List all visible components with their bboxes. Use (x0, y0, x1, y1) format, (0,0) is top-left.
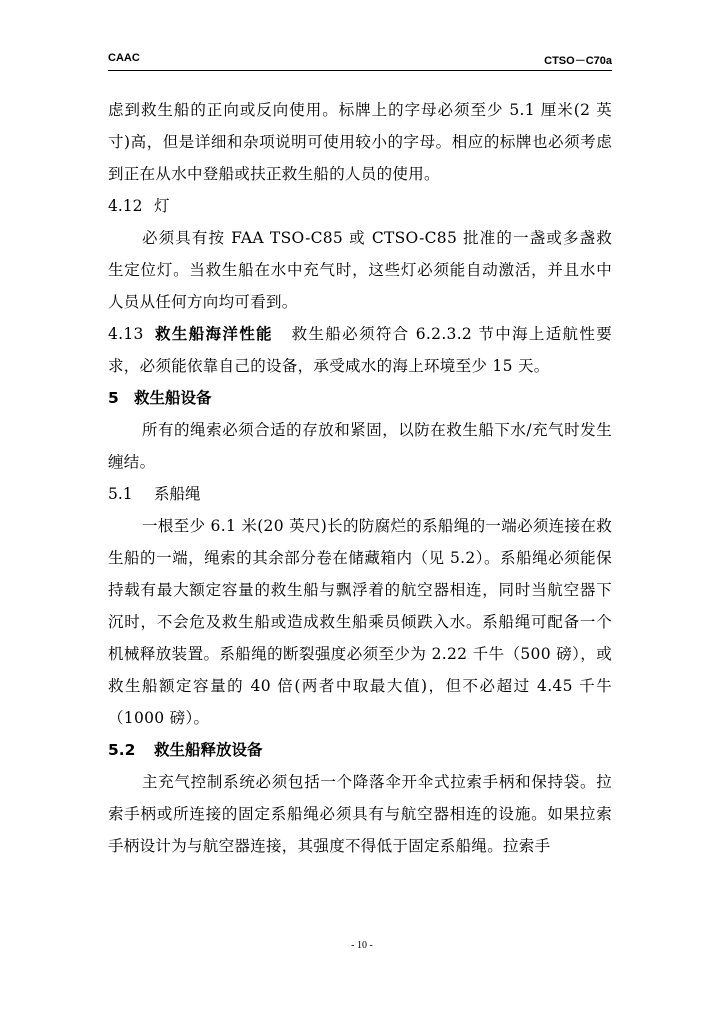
section-title: 救生船释放设备 (154, 741, 263, 759)
section-4-13 (108, 318, 612, 382)
section-number: 4.13 (108, 325, 144, 343)
page-number: - 10 - (351, 940, 373, 951)
section-heading-5-2 (108, 734, 612, 766)
paragraph-lights: 必须具有按 FAA TSO-C85 或 CTSO-C85 批准的一盏或多盏救生定位灯。当救生船在水中充气时，这些灯必须能自动激活，并且水中人员从任何方向均可看到。 (108, 229, 612, 311)
section-heading-5-1 (108, 478, 612, 510)
section-title: 系船绳 (154, 485, 201, 503)
paragraph-placard-continued: 虑到救生船的正向或反向使用。标牌上的字母必须至少 5.1 厘米(2 英寸)高，但是详细和杂项说明可使用较小的字母。相应的标牌也必须考虑到正在从水中登船或扶正救生船的人员的使用。 (108, 101, 612, 183)
section-inline-text: 救生船必须符合 6.2.3.2 节中海上适航性要求，必须能依靠自己的设备，承受咸水的海上环境至少 15 天。 (108, 325, 612, 375)
header-org: CAAC (108, 52, 140, 64)
section-number: 5 (108, 389, 119, 407)
header-doc-id: CTSO－C70a (544, 55, 612, 67)
paragraph-ropes: 所有的绳索必须合适的存放和紧固，以防在救生船下水/充气时发生缠结。 (108, 421, 612, 471)
section-title: 救生船设备 (134, 389, 212, 407)
section-heading-5 (108, 382, 612, 414)
section-number: 5.2 (108, 741, 136, 759)
paragraph-release-equipment: 主充气控制系统必须包括一个降落伞开伞式拉索手柄和保持袋。拉索手柄或所连接的固定系船绳必须具有与航空器相连的设施。如果拉索手柄设计为与航空器连接，其强度不得低于固定系船绳。拉索手 (108, 773, 612, 855)
section-number: 4.12 (108, 197, 143, 215)
page-header (108, 52, 612, 70)
paragraph-mooring-line: 一根至少 6.1 米(20 英尺)长的防腐烂的系船绳的一端必须连接在救生船的一端，绳索的其余部分卷在储藏箱内（见 5.2）。系船绳必须能保持载有最大额定容量的救生船与飘浮着的航空器相连，同时当航空器下沉时，不会危及救生船或造成救生船乘员倾跌入水。系船绳可配备一个机械释放装置。系船绳的断裂强度必须至少为 2.22 千牛（500 磅），或救生船额定容量的 40 倍(两者中取最大值)，但不必超过 4.45 千牛（1000 磅）。 (108, 517, 612, 727)
document-body (108, 94, 612, 862)
section-number: 5.1 (108, 485, 133, 503)
section-heading-4-12 (108, 190, 612, 222)
section-title: 救生船海洋性能 (154, 325, 273, 343)
section-title: 灯 (154, 197, 170, 215)
header-rule (108, 70, 612, 71)
